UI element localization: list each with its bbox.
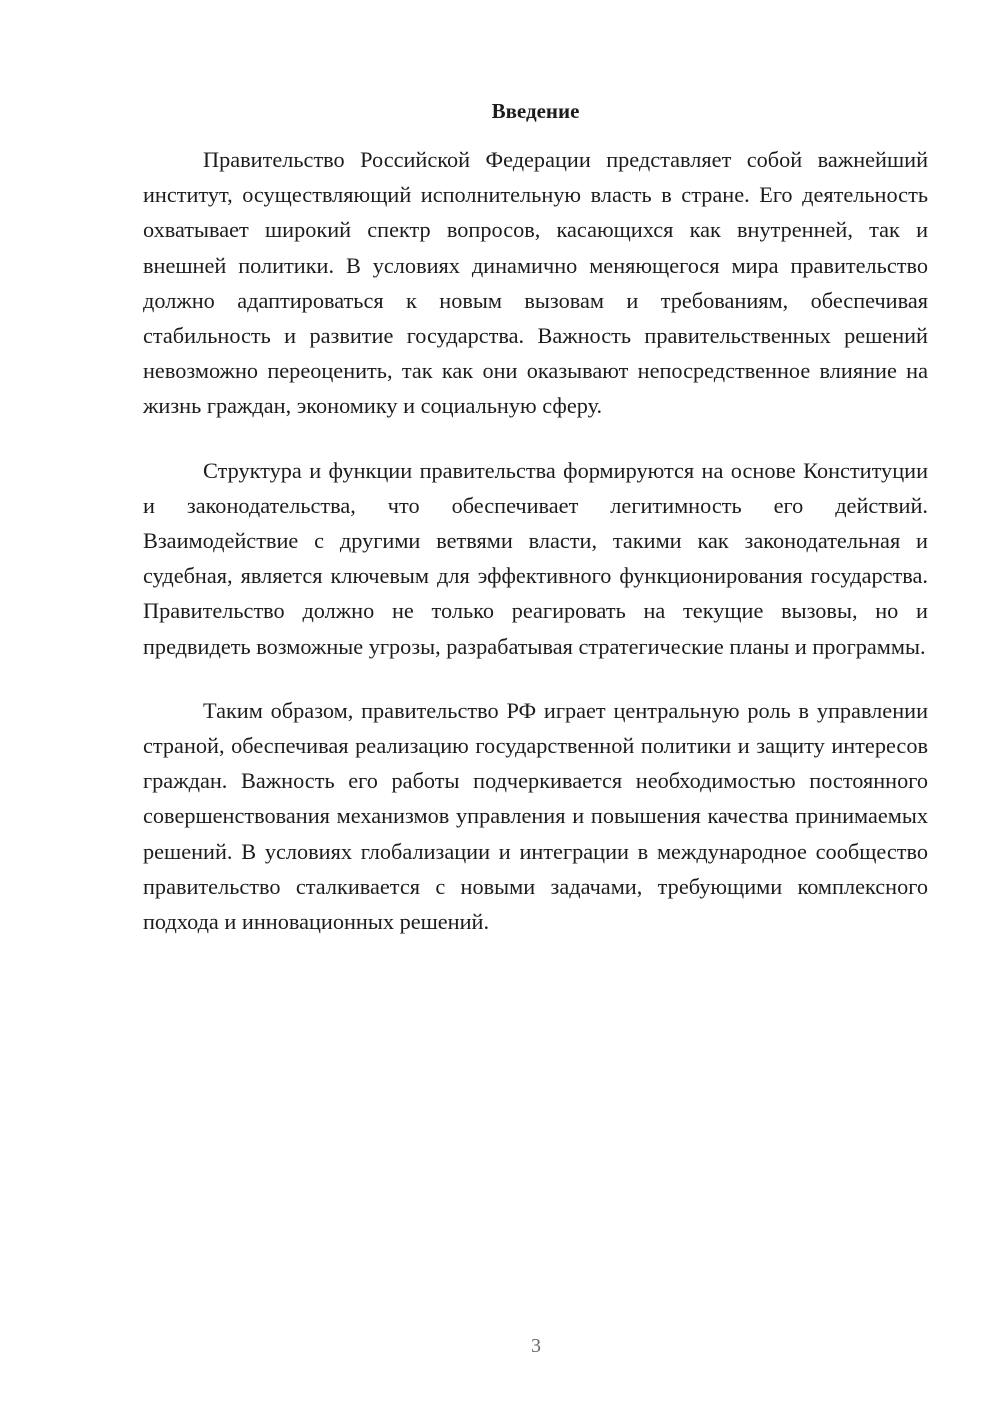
section-heading: Введение — [491, 99, 580, 123]
page-number: 3 — [531, 1335, 541, 1357]
paragraph-3: Таким образом, правительство РФ играет центральную роль в управлении страной, обеспечивая реализацию государственной политики и защиту интересов граждан. Важность его работы подчеркивается необходимостью постоянного совершенствования механизмов управления и повышения качества принимаемых решений. В условиях глобализации и интеграции в международное сообщество правительство сталкивается с новыми задачами, требующими комплексного подхода и инновационных решений. — [143, 697, 928, 935]
paragraph-2: Структура и функции правительства формируются на основе Конституции и законодательства, что обеспечивает легитимность его действий. Взаимодействие с другими ветвями власти, такими как законодательная и судебная, является ключевым для эффективного функционирования государства. Правительство должно не только реагировать на текущие вызовы, но и предвидеть возможные угрозы, разрабатывая стратегические планы и программы. — [143, 457, 928, 659]
body-text — [143, 142, 928, 968]
paragraph-1: Правительство Российской Федерации представляет собой важнейший институт, осуществляющий исполнительную власть в стране. Его деятельность охватывает широкий спектр вопросов, касающихся как внутренней, так и внешней политики. В условиях динамично меняющегося мира правительство должно адаптироваться к новым вызовам и требованиям, обеспечивая стабильность и развитие государства. Важность правительственных решений невозможно переоценить, так как они оказывают непосредственное влияние на жизнь граждан, экономику и социальную сферу. — [143, 147, 928, 419]
